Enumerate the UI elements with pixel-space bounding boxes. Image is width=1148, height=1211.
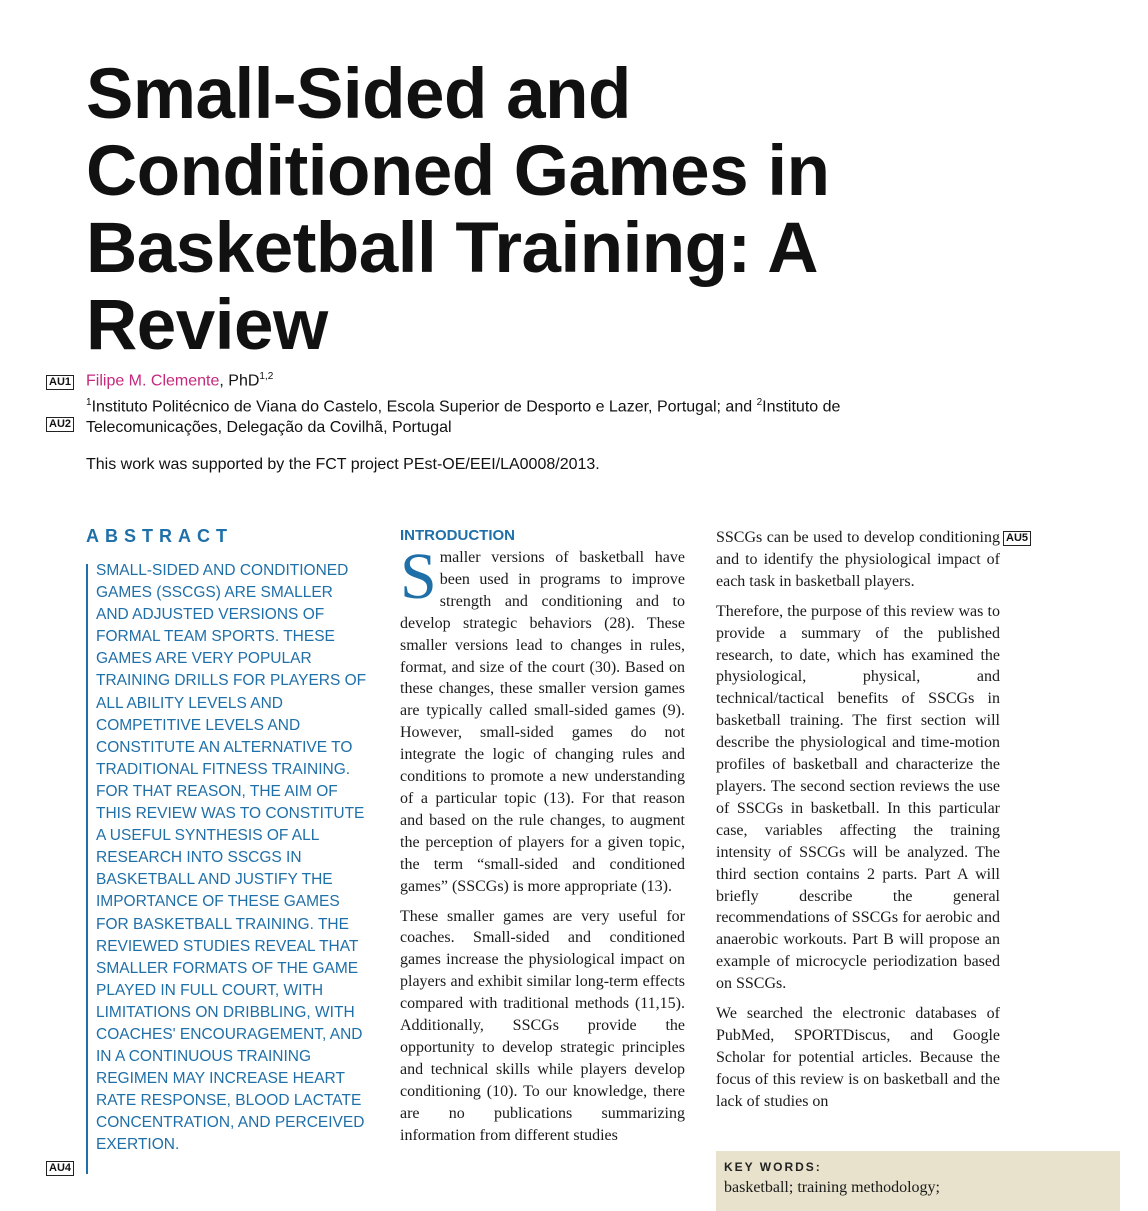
introduction-heading: INTRODUCTION (400, 527, 515, 544)
affiliations (86, 392, 966, 438)
col3-paragraph-1: SSCGs can be used to develop conditioning and to identify the physiological impact of each task in basketball players. (716, 529, 1000, 590)
affil-sup-2: 2 (756, 397, 763, 408)
keywords-text: basketball; training methodology; (724, 1179, 940, 1196)
third-column (716, 527, 1000, 1121)
author-name: Filipe M. Clemente (86, 372, 220, 390)
keywords-heading: KEY WORDS: (724, 1160, 822, 1174)
au2-marker: AU2 (46, 417, 74, 432)
funding-note: This work was supported by the FCT project PEst-OE/EEI/LA0008/2013. (86, 456, 600, 473)
intro-paragraph-2: These smaller games are very useful for coaches. Small-sided and conditioned games increase the physiological impact on players and exhibit similar long-term effects compared with traditional methods (11,15). Additionally, SSCGs provide the opportunity to develop strategic principles and technical skills while players develop conditioning (10). To our knowledge, there are no publications summarizing information from different studies (400, 907, 685, 1144)
title-line: Conditioned Games in (86, 132, 830, 211)
abstract-text: SMALL-SIDED AND CONDITIONED GAMES (SSCGS) ARE SMALLER AND ADJUSTED VERSIONS OF FORMAL TEAM SPORTS. THESE GAMES ARE VERY POPULAR TRAINING DRILLS FOR PLAYERS OF ALL ABILITY LEVELS AND COMPETITIVE LEVELS AND CONSTITUTE AN ALTERNATIVE TO TRADITIONAL FITNESS TRAINING. FOR THAT REASON, THE AIM OF THIS REVIEW WAS TO CONSTITUTE A USEFUL SYNTHESIS OF ALL RESEARCH INTO SSCGS IN BASKETBALL AND JUSTIFY THE IMPORTANCE OF THESE GAMES FOR BASKETBALL TRAINING. THE REVIEWED STUDIES REVEAL THAT SMALLER FORMATS OF THE GAME PLAYED IN FULL COURT, WITH LIMITATIONS ON DRIBBLING, WITH COACHES' ENCOURAGEMENT, AND IN A CONTINUOUS TRAINING REGIMEN MAY INCREASE HEART RATE RESPONSE, BLOOD LACTATE CONCENTRATION, AND PERCEIVED EXERTION. (96, 562, 367, 1154)
author-affil-marks: 1,2 (259, 371, 274, 382)
drop-cap: S (400, 540, 437, 613)
title-line: Review (86, 286, 328, 365)
article-title (86, 56, 966, 364)
author-line (86, 371, 273, 390)
col3-paragraph-3: We searched the electronic databases of PubMed, SPORTDiscus, and Google Scholar for potential articles. Because the focus of this review is on basketball and the lack of studies on (716, 1005, 1000, 1110)
affil-text-1: Instituto Politécnico de Viana do Castelo, Escola Superior de Desporto e Lazer, Portugal; and (91, 398, 757, 416)
au5-marker: AU5 (1003, 531, 1031, 546)
affil-text-2: Instituto de Telecomunicações, Delegação da Covilhã, Portugal (86, 398, 841, 437)
introduction-column (400, 527, 685, 1154)
col3-paragraph-2: Therefore, the purpose of this review was to provide a summary of the published research, to date, which has examined the physiological, physical, and technical/tactical benefits of SSCGs in basketball training. The first section will describe the physiological and time-motion profiles of basketball and characterize the players. The second section reviews the use of SSCGs in basketball. In this particular case, variables affecting the training intensity of SSCGs will be analyzed. The third section contains 2 parts. Part A will briefly describe the general recommendations of SSCGs for aerobic and anaerobic workouts. Part B will propose an example of microcycle periodization based on SSCGs. (716, 602, 1000, 993)
intro-paragraph-1-text: maller versions of basketball have been used in programs to improve strength and conditioning and to develop strategic behaviors (28). These smaller versions lead to changes in rules, format, and size of the court (30). Based on these changes, these smaller version games are typically called small-sided games (9). However, small-sided games do not integrate the logic of changing rules and conditions to promote a new understanding of a particular topic (13). For that reason and based on the rule changes, to augment the perception of players for a given topic, the term “small-sided and conditioned games” (SSCGs) is more appropriate (13). (400, 549, 685, 895)
title-line: Basketball Training: A (86, 209, 819, 288)
au1-marker: AU1 (46, 375, 74, 390)
au4-marker: AU4 (46, 1161, 74, 1176)
intro-paragraph-1 (400, 540, 685, 898)
title-line: Small-Sided and (86, 55, 631, 134)
affil-sup-1: 1 (86, 397, 92, 408)
abstract-heading: ABSTRACT (86, 526, 233, 546)
abstract-rule (86, 564, 88, 1174)
author-degree: , PhD (219, 372, 260, 390)
